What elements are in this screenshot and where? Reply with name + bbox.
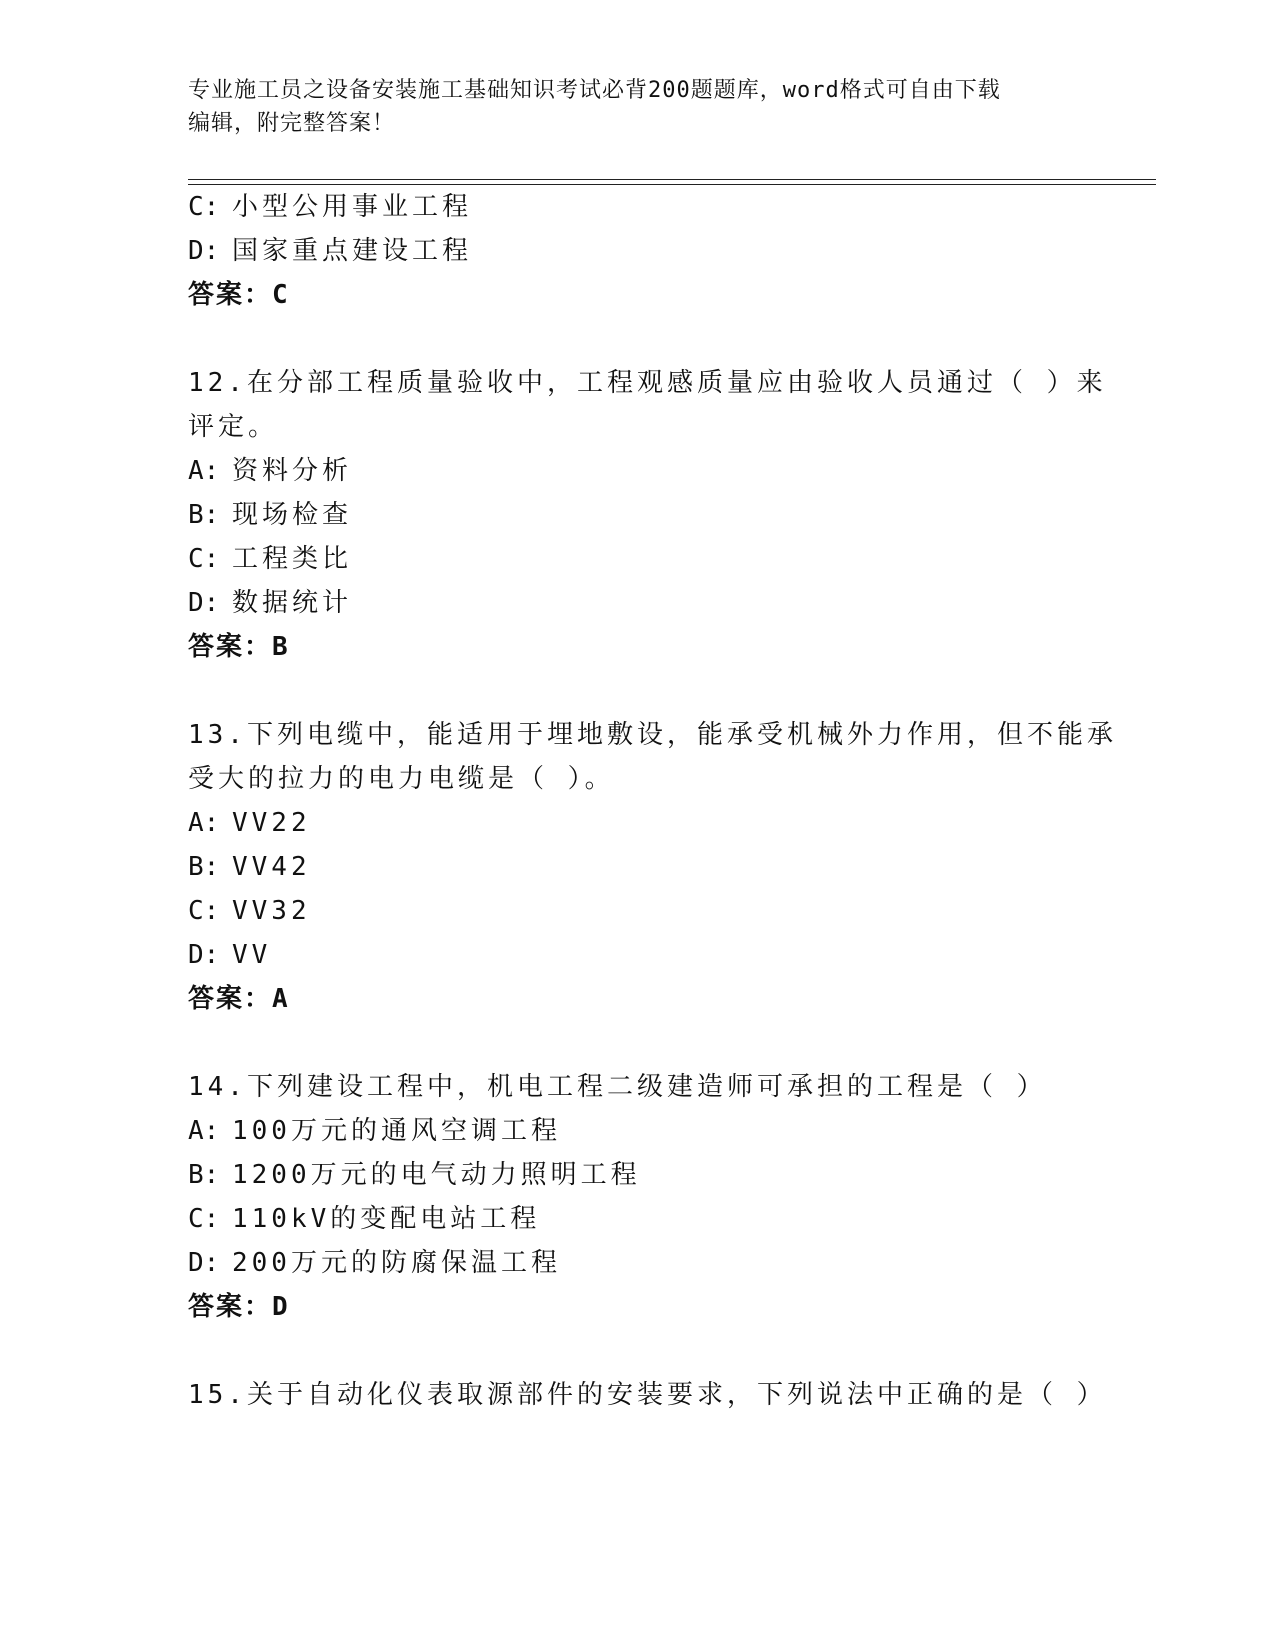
q15-stem-line-1: 15.关于自动化仪表取源部件的安装要求，下列说法中正确的是（ ） — [188, 1380, 1107, 1410]
option-text: 现场检查 — [232, 500, 353, 530]
q13-option-d — [188, 938, 271, 972]
option-label: B: — [188, 500, 220, 530]
option-label: B: — [188, 1160, 220, 1190]
q14-option-b — [188, 1158, 641, 1192]
q12-stem-line-2: 评定。 — [188, 412, 279, 442]
q12-option-d — [188, 586, 352, 620]
option-text: 国家重点建设工程 — [232, 236, 473, 266]
option-label: A: — [188, 456, 220, 486]
header-divider-top — [188, 179, 1156, 180]
option-label: A: — [188, 808, 220, 838]
option-label: C: — [188, 544, 220, 574]
option-label: C: — [188, 1204, 220, 1234]
q12-option-b — [188, 498, 352, 532]
q14-option-d — [188, 1246, 561, 1280]
header-divider-bottom — [188, 184, 1156, 185]
q12-stem-line-1: 12.在分部工程质量验收中，工程观感质量应由验收人员通过（ ）来 — [188, 368, 1107, 398]
option-text: 小型公用事业工程 — [232, 192, 473, 222]
header-line-2: 编辑，附完整答案！ — [188, 111, 396, 136]
q11-answer: 答案：C — [188, 280, 290, 310]
document-header — [188, 74, 1088, 140]
q13-stem-line-2: 受大的拉力的电力电缆是（ ）。 — [188, 764, 615, 794]
option-text: 资料分析 — [232, 456, 353, 486]
option-label: C: — [188, 192, 220, 222]
option-text: VV42 — [232, 852, 311, 882]
option-text: 1200万元的电气动力照明工程 — [232, 1160, 641, 1190]
option-text: 110kV的变配电站工程 — [232, 1204, 541, 1234]
q14-option-c — [188, 1202, 540, 1236]
q12-option-a — [188, 454, 352, 488]
q14-stem-line-1: 14.下列建设工程中，机电工程二级建造师可承担的工程是（ ） — [188, 1072, 1047, 1102]
q12-option-c — [188, 542, 352, 576]
q11-option-d — [188, 234, 472, 268]
q13-answer: 答案：A — [188, 984, 290, 1014]
q13-option-c — [188, 894, 311, 928]
q14-option-a — [188, 1114, 561, 1148]
option-label: D: — [188, 236, 220, 266]
option-label: D: — [188, 1248, 220, 1278]
q13-stem-line-1: 13.下列电缆中，能适用于埋地敷设，能承受机械外力作用，但不能承 — [188, 720, 1117, 750]
header-line-1: 专业施工员之设备安装施工基础知识考试必背200题题库，word格式可自由下载 — [188, 78, 1001, 103]
option-label: A: — [188, 1116, 220, 1146]
option-text: VV — [232, 940, 272, 970]
q12-answer: 答案：B — [188, 632, 290, 662]
q13-option-b — [188, 850, 311, 884]
option-text: VV32 — [232, 896, 311, 926]
option-label: D: — [188, 588, 220, 618]
q11-option-c — [188, 190, 472, 224]
option-label: D: — [188, 940, 220, 970]
q13-option-a — [188, 806, 311, 840]
option-text: VV22 — [232, 808, 311, 838]
option-text: 工程类比 — [232, 544, 353, 574]
option-text: 100万元的通风空调工程 — [232, 1116, 561, 1146]
option-text: 数据统计 — [232, 588, 353, 618]
option-label: C: — [188, 896, 220, 926]
option-text: 200万元的防腐保温工程 — [232, 1248, 561, 1278]
option-label: B: — [188, 852, 220, 882]
q14-answer: 答案：D — [188, 1292, 290, 1322]
